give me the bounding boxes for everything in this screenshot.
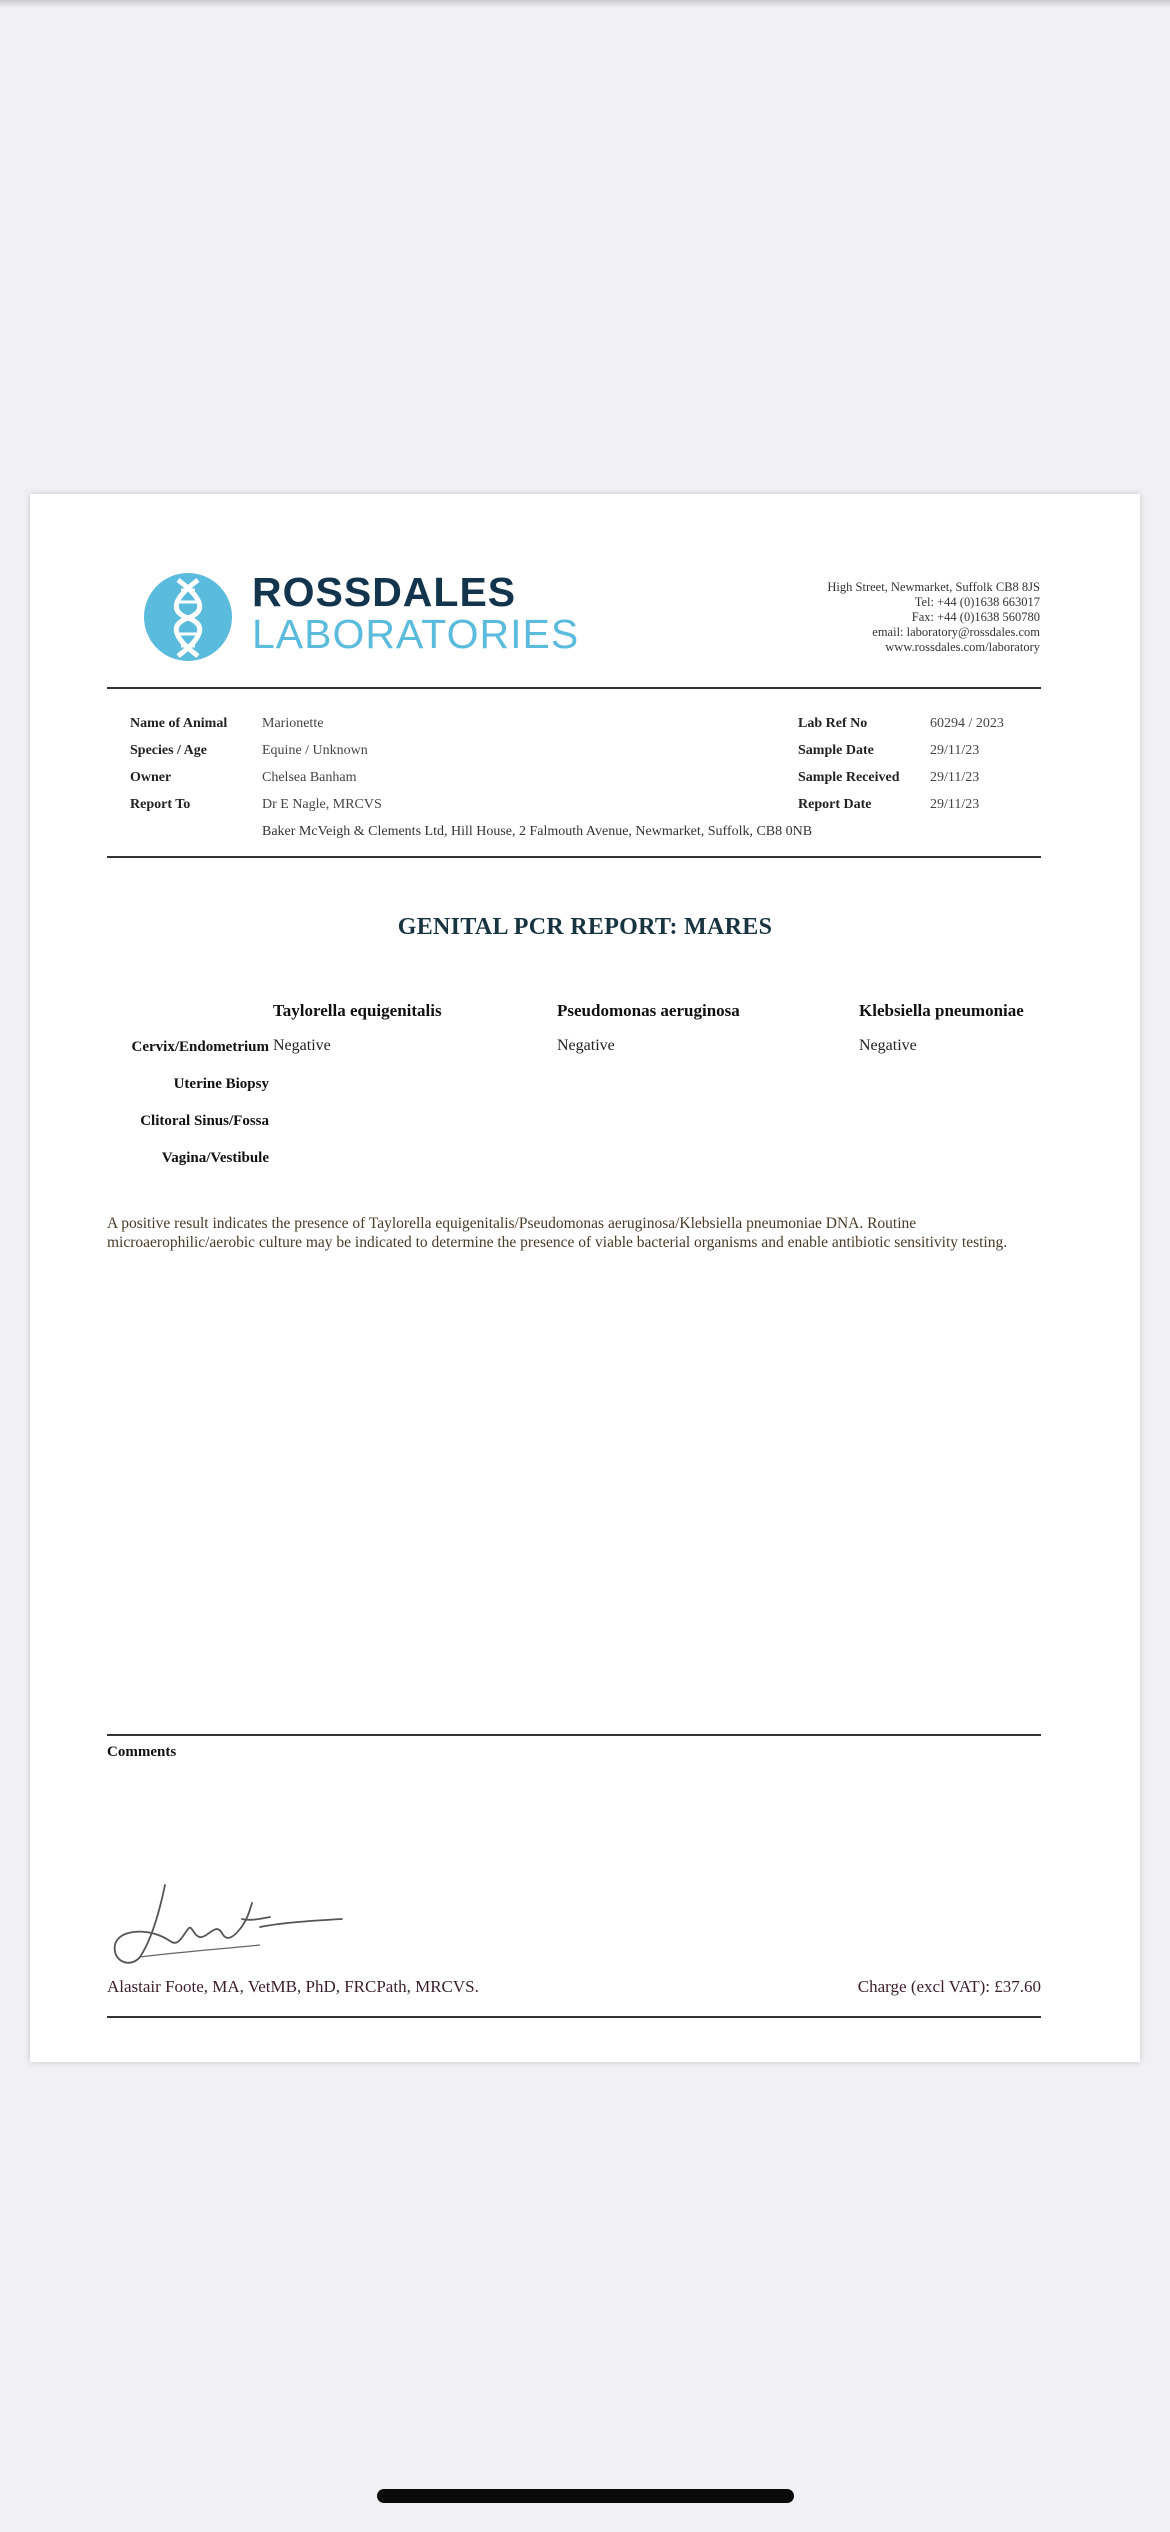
- signatory-name: Alastair Foote, MA, VetMB, PhD, FRCPath, MRCVS.: [107, 1977, 479, 1996]
- comments-divider: [107, 1734, 1041, 1736]
- row-label-cervix: Cervix/Endometrium: [131, 1039, 269, 1055]
- footer-divider: [107, 2016, 1041, 2018]
- comments-label: Comments: [107, 1744, 177, 1760]
- report-title: GENITAL PCR REPORT: MARES: [397, 914, 773, 940]
- address-line: High Street, Newmarket, Suffolk CB8 8JS: [827, 580, 1040, 594]
- status-bar-shade: [0, 0, 1170, 8]
- column-header-klebsiella: Klebsiella pneumoniae: [859, 1001, 1024, 1020]
- brand-name-line1: ROSSDALES: [252, 569, 517, 615]
- charge-amount: Charge (excl VAT): £37.60: [857, 1977, 1041, 1996]
- dna-logo-icon: [143, 572, 233, 662]
- sample-received-label: Sample Received: [798, 770, 900, 785]
- report-to-value: Dr E Nagle, MRCVS: [262, 797, 382, 812]
- lab-ref-label: Lab Ref No: [798, 716, 868, 731]
- brand-name-line2: LABORATORIES: [252, 611, 580, 657]
- report-date-value: 29/11/23: [930, 797, 980, 812]
- header-divider: [107, 687, 1041, 689]
- report-to-label: Report To: [130, 797, 191, 812]
- result-cell: Negative: [557, 1037, 615, 1054]
- row-label-clitoral-sinus: Clitoral Sinus/Fossa: [140, 1113, 269, 1129]
- report-document: [30, 494, 1140, 2062]
- owner-value: Chelsea Banham: [262, 770, 357, 785]
- result-cell: Negative: [273, 1037, 331, 1054]
- name-of-animal-label: Name of Animal: [130, 716, 228, 731]
- row-label-vagina: Vagina/Vestibule: [161, 1150, 269, 1166]
- address-line: www.rossdales.com/laboratory: [885, 640, 1040, 654]
- species-age-label: Species / Age: [130, 743, 207, 758]
- sample-date-value: 29/11/23: [930, 743, 980, 758]
- lab-ref-value: 60294 / 2023: [930, 716, 1004, 731]
- column-header-taylorella: Taylorella equigenitalis: [273, 1001, 442, 1020]
- report-to-address: Baker McVeigh & Clements Ltd, Hill House, 2 Falmouth Avenue, Newmarket, Suffolk, CB8 0NB: [262, 824, 813, 839]
- species-age-value: Equine / Unknown: [262, 743, 368, 758]
- sample-date-label: Sample Date: [798, 743, 874, 758]
- result-cell: Negative: [859, 1037, 917, 1054]
- column-header-pseudomonas: Pseudomonas aeruginosa: [557, 1001, 740, 1020]
- report-date-label: Report Date: [798, 797, 872, 812]
- lab-address: [827, 580, 1040, 655]
- row-label-uterine-biopsy: Uterine Biopsy: [173, 1076, 269, 1092]
- sample-received-value: 29/11/23: [930, 770, 980, 785]
- interpretation-note: A positive result indicates the presence of Taylorella equigenitalis/Pseudomonas aeruginosa/Klebsiella pneumoniae DNA. Routine microaerophilic/aerobic culture may be indicated to determine the presence of viable bacterial organisms and enable antibiotic sensitivity testing.: [107, 1215, 1008, 1251]
- owner-label: Owner: [130, 770, 172, 785]
- address-line: Tel: +44 (0)1638 663017: [914, 595, 1040, 609]
- address-line: Fax: +44 (0)1638 560780: [911, 610, 1040, 624]
- info-divider: [107, 856, 1041, 858]
- signature-image: [110, 1879, 350, 1969]
- home-indicator[interactable]: [377, 2489, 794, 2503]
- address-line: email: laboratory@rossdales.com: [872, 625, 1040, 639]
- name-of-animal-value: Marionette: [262, 716, 324, 731]
